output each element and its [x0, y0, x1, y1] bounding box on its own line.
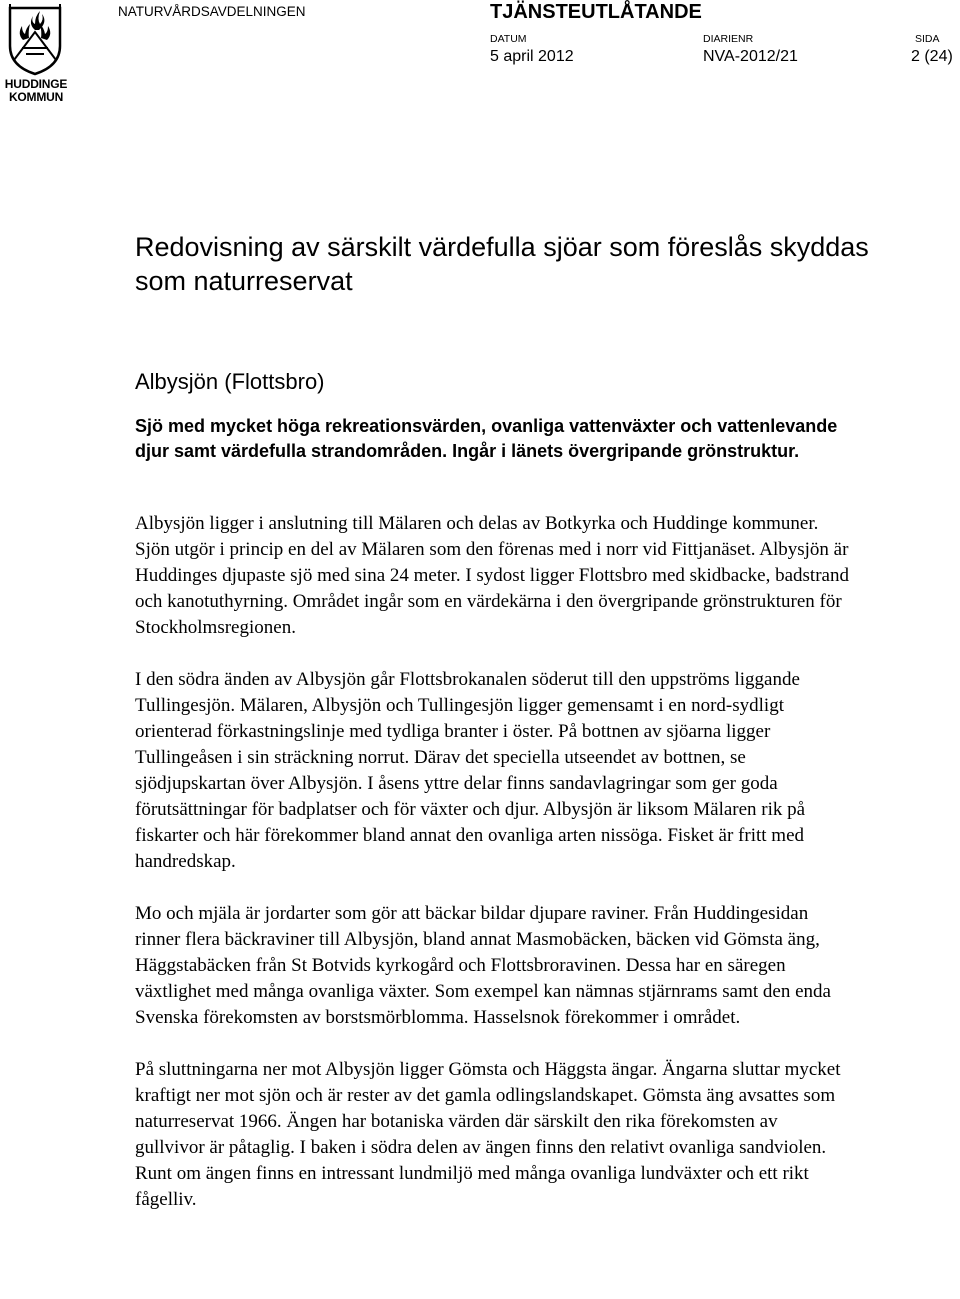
- paragraph: Albysjön ligger i anslutning till Mälaren och delas av Botkyrka och Huddinge kommuner. Sjön utgör i princip en del av Mälaren som den förenas med i norr vid Fittjanäset. Albysjön är Huddinges djupaste sjö med sina 24 meter. I sydost ligger Flottsbro med skidbacke, badstrand och kanotuthyrning. Området ingår som en värdekärna i den övergripande grönstrukturen för Stockholmsregionen.: [135, 513, 849, 638]
- department-name: NATURVÅRDSAVDELNINGEN: [118, 4, 306, 19]
- body-text: [135, 511, 850, 1239]
- section-summary: Sjö med mycket höga rekreationsvärden, ovanliga vattenväxter och vattenlevande djur samt värdefulla strandområden. Ingår i länets övergripande grönstruktur.: [135, 416, 838, 461]
- coat-of-arms-icon: [4, 2, 66, 76]
- registration-number-label: DIARIENR: [703, 33, 754, 45]
- page-value: 2 (24): [911, 48, 953, 65]
- date-label: DATUM: [490, 33, 527, 45]
- paragraph: På sluttningarna ner mot Albysjön ligger Gömsta och Häggsta ängar. Ängarna sluttar mycket kraftigt ner mot sjön och är rester av det gamla odlingslandskapet. Gömsta äng avsattes som naturreservat 1966. Ängen har botaniska värden där särskilt den rika förekomsten av gullvivor är påtaglig. I baken i södra delen av ängen finns den relativt ovanliga sandviolen. Runt om ängen finns en intressant lundmiljö med många ovanliga lundväxter och ett rikt fågelliv.: [135, 1059, 841, 1210]
- date-value: 5 april 2012: [490, 48, 574, 65]
- logo-text: [0, 78, 72, 104]
- page-label: SIDA: [915, 33, 940, 45]
- section-title: Albysjön (Flottsbro): [135, 369, 325, 394]
- paragraph: I den södra änden av Albysjön går Flottsbrokanalen söderut till den uppströms liggande Tullingesjön. Mälaren, Albysjön och Tullingesjön ligger gemensamt i en nord-sydligt orienterad förkastningslinje med tydliga branter i öster. På bottnen av sjöarna ligger Tullingeåsen i sin sträckning norrut. Därav det speciella utseendet av bottnen, se sjödjupskartan över Albysjön. I åsens yttre delar finns sandavlagringar som ger goda förutsättningar för badplatser och för växter och djur. Albysjön är liksom Mälaren rik på fiskarter och här förekommer bland annat den ovanliga arten nissöga. Fisket är fritt med handredskap.: [135, 669, 806, 872]
- logo-line-2: KOMMUN: [8, 90, 64, 104]
- logo-line-1: HUDDINGE: [4, 77, 68, 91]
- document-type: TJÄNSTEUTLÅTANDE: [490, 1, 702, 23]
- registration-number-value: NVA-2012/21: [703, 48, 798, 65]
- municipality-logo: [0, 0, 72, 106]
- paragraph: Mo och mjäla är jordarter som gör att bäckar bildar djupare raviner. Från Huddingesidan rinner flera bäckraviner till Albysjön, bland annat Masmobäcken, bäcken vid Gömsta äng, Häggstabäcken från St Botvids kyrkogård och Flottsbroravinen. Dessa har en säregen växtlighet med många ovanliga växter. Som exempel kan nämnas stjärnrams samt den enda Svenska förekomsten av borstsmörblomma. Hasselsnok förekommer i området.: [135, 903, 831, 1028]
- document-title: Redovisning av särskilt värdefulla sjöar som föreslås skyddas som naturreservat: [135, 232, 869, 296]
